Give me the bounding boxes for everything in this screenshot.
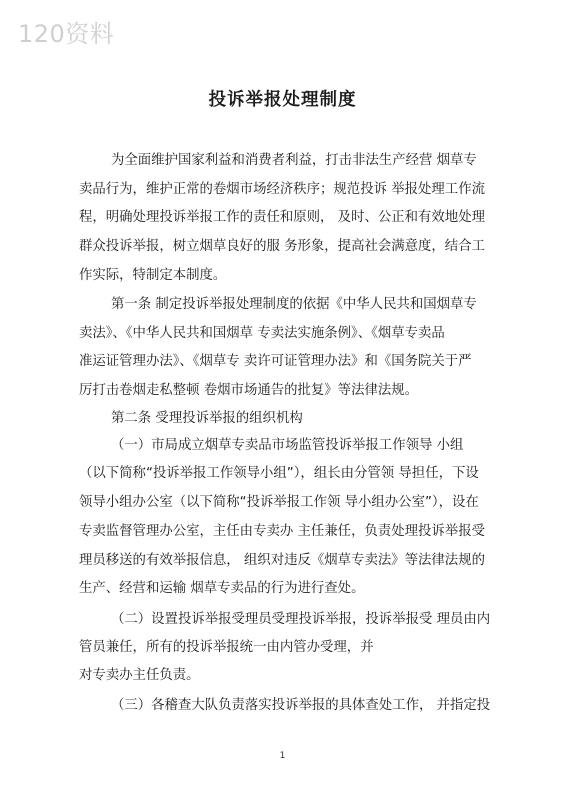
body-line: 程，明确处理投诉举报工作的责任和原则， 及时、公正和有效地处理 [79, 210, 485, 225]
body-line: 卖法》、《中华人民共和国烟草 专卖法实施条例》、《烟草专卖品 [79, 326, 445, 341]
body-line: （一）市局成立烟草专卖品市场监管投诉举报工作领导 小组 [111, 438, 464, 453]
body-line: 对专卖办主任负责。 [79, 668, 200, 683]
body-line: 领导小组办公室（以下简称“投诉举报工作领 导小组办公室”），设在 [79, 495, 479, 510]
body-line: 群众投诉举报，树立烟草良好的服 务形象，提高社会满意度，结合工 [79, 239, 485, 254]
watermark: 120资料 [18, 20, 115, 48]
body-line: （三）各稽查大队负责落实投诉举报的具体查处工作， 并指定投 [111, 698, 491, 713]
body-line: 准运证管理办法》、《烟草专 卖许可证管理办法》和《国务院关于严 [79, 354, 472, 369]
page-number: 1 [279, 751, 286, 761]
body-line: 为全面维护国家利益和消费者利益，打击非法生产经营 烟草专 [111, 153, 477, 168]
body-line: 管员兼任，所有的投诉举报统一由内管办受理，并 [79, 640, 374, 655]
body-line: 卖品行为，维护正常的卷烟市场经济秩序；规范投诉 举报处理工作流 [79, 182, 485, 197]
body-line: 第二条 受理投诉举报的组织机构 [111, 411, 303, 426]
body-line: 第一条 制定投诉举报处理制度的依据《中华人民共和国烟草专 [111, 297, 477, 312]
document-title: 投诉举报处理制度 [208, 90, 357, 110]
body-line: 作实际，特制定本制度。 [79, 268, 227, 283]
body-line: （以下简称“投诉举报工作领导小组”），组长由分管领 导担任，下设 [79, 466, 479, 481]
body-line: 专卖监督管理办公室，主任由专卖办 主任兼任，负责处理投诉举报受 [79, 524, 485, 539]
body-line: （二）设置投诉举报受理员受理投诉举报，投诉举报受 理员由内 [111, 612, 491, 627]
body-line: 生产、经营和运输 烟草专卖品的行为进行查处。 [79, 581, 365, 596]
body-line: 理员移送的有效举报信息， 组织对违反《烟草专卖法》等法律法规的 [79, 553, 485, 568]
body-line: 厉打击卷烟走私整顿 卷烟市场通告的批复》等法律法规。 [79, 383, 419, 398]
